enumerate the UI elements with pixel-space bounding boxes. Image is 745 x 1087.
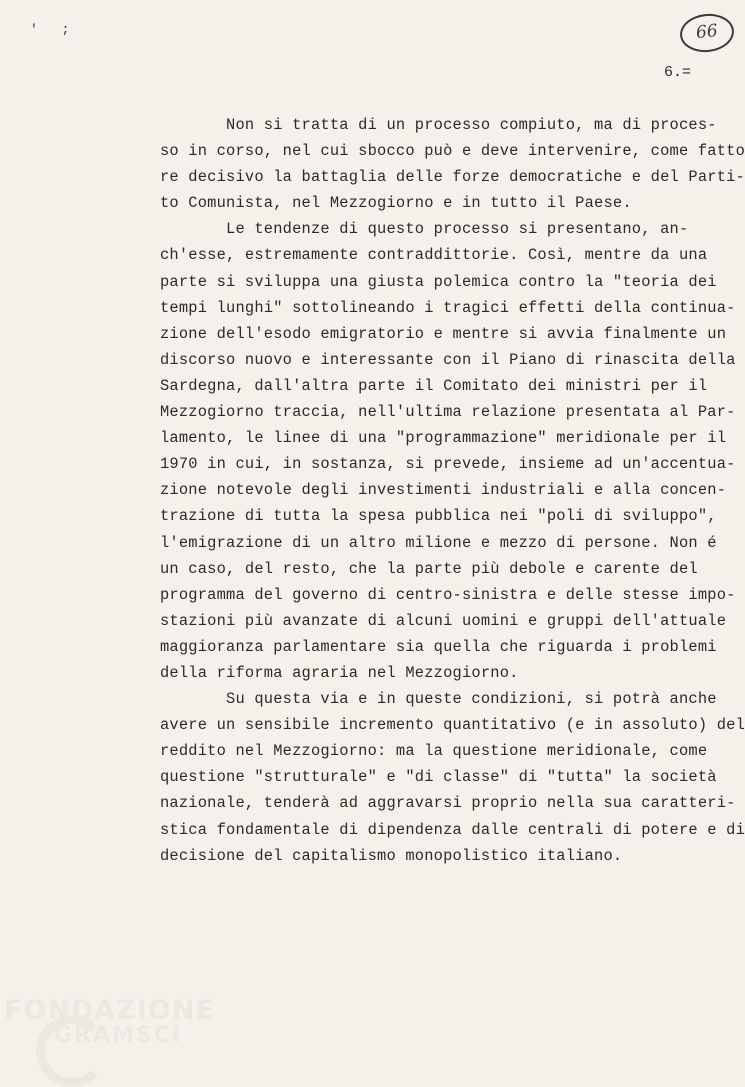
text-line: decisione del capitalismo monopolistico italiano. (160, 846, 623, 865)
text-line: maggioranza parlamentare sia quella che riguarda i problemi (160, 637, 717, 656)
margin-marks: ' ; (30, 22, 78, 37)
text-line: nazionale, tenderà ad aggravarsi proprio nella sua caratteri- (160, 794, 736, 813)
text-line: lamento, le linee di una "programmazione" meridionale per il (160, 429, 727, 448)
watermark-line1: FONDAZIONE (4, 995, 215, 1026)
text-line: l'emigrazione di un altro milione e mezzo di persone. Non é (160, 533, 717, 552)
text-line: tempi lunghi" sottolineando i tragici effetti della continua- (160, 298, 736, 317)
text-line: parte si sviluppa una giusta polemica contro la "teoria dei (160, 272, 717, 291)
text-line: 1970 in cui, in sostanza, si prevede, insieme ad un'accentua- (160, 455, 736, 474)
page-number: 6.= (664, 64, 692, 81)
text-line: programma del governo di centro-sinistra e delle stesse impo- (160, 585, 736, 604)
text-line: zione dell'esodo emigratorio e mentre si avvia finalmente un (160, 324, 727, 343)
text-line: so in corso, nel cui sbocco può e deve intervenire, come fatto (160, 142, 745, 161)
text-line: Su questa via e in queste condizioni, si potrà anche (160, 690, 717, 709)
text-line: trazione di tutta la spesa pubblica nei "poli di sviluppo", (160, 507, 717, 526)
text-line: Le tendenze di questo processo si presentano, an- (160, 220, 689, 239)
text-line: avere un sensibile incremento quantitativo (e in assoluto) del (160, 716, 745, 735)
text-line: Mezzogiorno traccia, nell'ultima relazione presentata al Par- (160, 403, 736, 422)
body-text (160, 112, 745, 869)
fondazione-gramsci-watermark (4, 995, 215, 1075)
text-line: stica fondamentale di dipendenza dalle centrali di potere e di (160, 820, 745, 839)
text-line: discorso nuovo e interessante con il Piano di rinascita della (160, 350, 736, 369)
text-line: Sardegna, dall'altra parte il Comitato dei ministri per il (160, 376, 708, 395)
watermark-line2: GRAMSCI (54, 1023, 183, 1048)
text-line: stazioni più avanzate di alcuni uomini e gruppi dell'attuale (160, 611, 727, 630)
text-line: re decisivo la battaglia delle forze democratiche e del Parti- (160, 168, 745, 187)
text-line: della riforma agraria nel Mezzogiorno. (160, 663, 519, 682)
text-line: questione "strutturale" e "di classe" di "tutta" la società (160, 768, 717, 787)
text-line: ch'esse, estremamente contraddittorie. Così, mentre da una (160, 246, 708, 265)
text-line: Non si tratta di un processo compiuto, ma di proces- (160, 116, 717, 134)
text-line: to Comunista, nel Mezzogiorno e in tutto il Paese. (160, 194, 632, 213)
text-line: zione notevole degli investimenti industriali e alla concen- (160, 481, 727, 500)
text-line: un caso, del resto, che la parte più debole e carente del (160, 559, 698, 578)
archive-page-stamp: 66 (678, 11, 736, 54)
text-line: reddito nel Mezzogiorno: ma la questione meridionale, come (160, 742, 708, 761)
